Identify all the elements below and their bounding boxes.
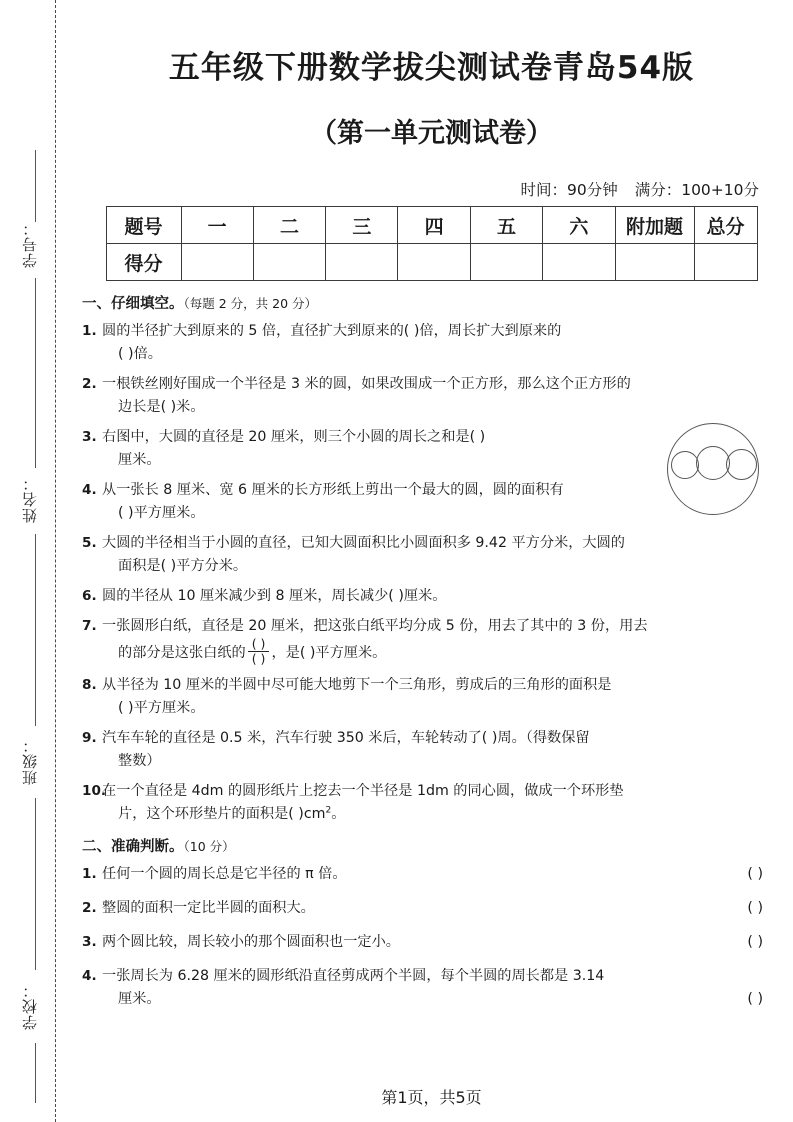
th-total: 总分 [694,207,757,244]
question-text-line2 [102,803,763,826]
question-text-line1: 圆的半径从 10 厘米减少到 8 厘米，周长减少( )厘米。 [102,587,447,604]
th-part-4: 四 [398,207,470,244]
question-text-fragment-b: ，是( )平方厘米。 [271,644,387,661]
th-part-2: 二 [253,207,325,244]
question-text-line2: ( )平方厘米。 [118,504,205,521]
margin-rule-3 [35,534,36,726]
question-number: 1. [82,865,97,882]
question-text-line2: 整数） [118,753,161,770]
small-circle-right-shape [726,449,757,480]
td-score-6[interactable] [543,244,615,281]
th-part-5: 五 [470,207,542,244]
question-1-6 [82,585,763,608]
td-score-2[interactable] [253,244,325,281]
question-number: 4. [82,481,97,498]
td-score-4[interactable] [398,244,470,281]
question-text-line1: 右图中，大圆的直径是 20 厘米，则三个小圆的周长之和是( ) [102,428,486,445]
fraction-blank [248,637,270,667]
margin-dashed-fold-line [55,0,56,1122]
small-circle-left-shape [671,451,699,479]
margin-rule-2 [35,278,36,468]
three-circles-in-big-circle-figure [667,423,763,519]
question-text-line2: 厘米。 [118,451,161,468]
question-number: 9. [82,730,97,747]
td-score-5[interactable] [470,244,542,281]
table-row-score [106,244,757,281]
question-1-8 [82,674,763,720]
question-text-line2: 面积是( )平方分米。 [118,557,248,574]
section-2-points: （10 分） [183,839,235,855]
small-circle-middle-shape [696,446,730,480]
margin-label-class: 班级： [21,737,39,785]
question-text-line2: ( )平方厘米。 [118,700,205,717]
question-1-1 [82,320,763,366]
question-text-line1: 大圆的半径相当于小圆的直径，已知大圆面积比小圆面积多 9.42 平方分米，大圆的 [102,534,625,551]
margin-label-school: 学校： [21,982,39,1030]
question-text-line2-text: 厘米。 [118,990,161,1007]
question-text-line1: 汽车车轮的直径是 0.5 米，汽车行驶 350 米后，车轮转动了( )周。（得数保留 [102,730,590,747]
unit-superscript: 2 [325,805,332,816]
question-number: 3. [82,428,97,445]
td-score-label: 得分 [106,244,181,281]
question-2-2 [82,897,763,920]
question-text-line2 [102,635,763,668]
question-text-line1: 两个圆比较，周长较小的那个圆面积也一定小。 [102,933,400,950]
section-heading-1 [82,297,763,312]
question-text-line1: 任何一个圆的周长总是它半径的 π 倍。 [102,865,347,882]
question-2-3 [82,931,763,954]
section-1-title: 一、仔细填空。 [82,296,184,312]
td-score-1[interactable] [181,244,253,281]
question-2-4 [82,965,763,1011]
th-bonus: 附加题 [615,207,694,244]
question-number: 10. [82,783,107,800]
question-1-5 [82,532,763,578]
question-number: 3. [82,933,97,950]
question-1-2 [82,373,763,419]
question-text-line2: ( )倍。 [118,345,162,362]
th-question-number: 题号 [106,207,181,244]
question-number: 2. [82,375,97,392]
margin-rule-4 [35,798,36,970]
margin-rule-5 [35,1043,36,1103]
question-1-7 [82,615,763,668]
question-number: 7. [82,617,97,634]
th-part-1: 一 [181,207,253,244]
margin-label-student-number: 学号： [21,220,39,268]
question-text-fragment-b: 。 [331,806,346,823]
table-row-header [106,207,757,244]
score-table [106,206,758,281]
question-number: 1. [82,322,97,339]
question-text-line1: 圆的半径扩大到原来的 5 倍，直径扩大到原来的( )倍，周长扩大到原来的 [102,322,562,339]
question-1-3 [82,426,763,472]
question-text-line1: 从半径为 10 厘米的半圆中尽可能大地剪下一个三角形，剪成后的三角形的面积是 [102,677,612,694]
question-number: 4. [82,967,97,984]
section-2-title: 二、准确判断。 [82,839,184,856]
td-score-total[interactable] [694,244,757,281]
question-2-1 [82,863,763,886]
th-part-6: 六 [543,207,615,244]
page-footer: 第1页，共5页 [381,1088,482,1107]
td-score-3[interactable] [326,244,398,281]
page-title: 五年级下册数学拔尖测试卷青岛54版 [168,50,695,86]
left-margin-strip [0,0,70,1122]
fraction-denominator[interactable]: ( ) [248,651,270,666]
page-subtitle: （第一单元测试卷） [310,118,553,149]
margin-rule-1 [35,150,36,222]
time-limit-label: 时间：90分钟 [520,181,618,199]
question-text-line1: 一根铁丝刚好围成一个半径是 3 米的圆，如果改围成一个正方形，那么这个正方形的 [102,375,631,392]
exam-meta [70,178,759,200]
question-1-10 [82,780,763,826]
margin-label-name: 姓名： [21,475,39,523]
exam-content [82,297,763,1011]
question-text-line2: 边长是( )米。 [118,398,205,415]
question-text-line2 [102,988,763,1011]
question-text-line1: 在一个直径是 4dm 的圆形纸片上挖去一个半径是 1dm 的同心圆，做成一个环形垫 [102,783,624,800]
true-false-blank[interactable]: ( ) [747,933,763,950]
question-text-fragment-a: 的部分是这张白纸的 [118,644,246,661]
section-1-points: （每题 2 分，共 20 分） [183,296,318,311]
question-1-9 [82,727,763,773]
question-number: 5. [82,534,97,551]
question-text-fragment-a: 片，这个环形垫片的面积是( )cm [118,806,326,823]
question-1-4 [82,479,763,525]
max-score-label: 满分：100+10分 [634,181,759,199]
page-body [70,0,793,1122]
question-text-line1: 整圆的面积一定比半圆的面积大。 [102,899,315,916]
th-part-3: 三 [326,207,398,244]
true-false-blank[interactable]: ( ) [747,865,763,882]
fraction-numerator[interactable]: ( ) [251,635,266,651]
question-text-line1: 一张周长为 6.28 厘米的圆形纸沿直径剪成两个半圆，每个半圆的周长都是 3.14 [102,967,605,984]
true-false-blank[interactable]: ( ) [747,990,763,1007]
question-number: 2. [82,899,97,916]
question-number: 6. [82,587,97,604]
question-text-line1: 从一张长 8 厘米、宽 6 厘米的长方形纸上剪出一个最大的圆，圆的面积有 [102,481,564,498]
question-text-line1: 一张圆形白纸，直径是 20 厘米，把这张白纸平均分成 5 份，用去了其中的 3 份，用去 [102,617,648,634]
section-heading-2 [82,840,763,855]
question-number: 8. [82,677,97,694]
true-false-blank[interactable]: ( ) [747,899,763,916]
td-score-bonus[interactable] [615,244,694,281]
